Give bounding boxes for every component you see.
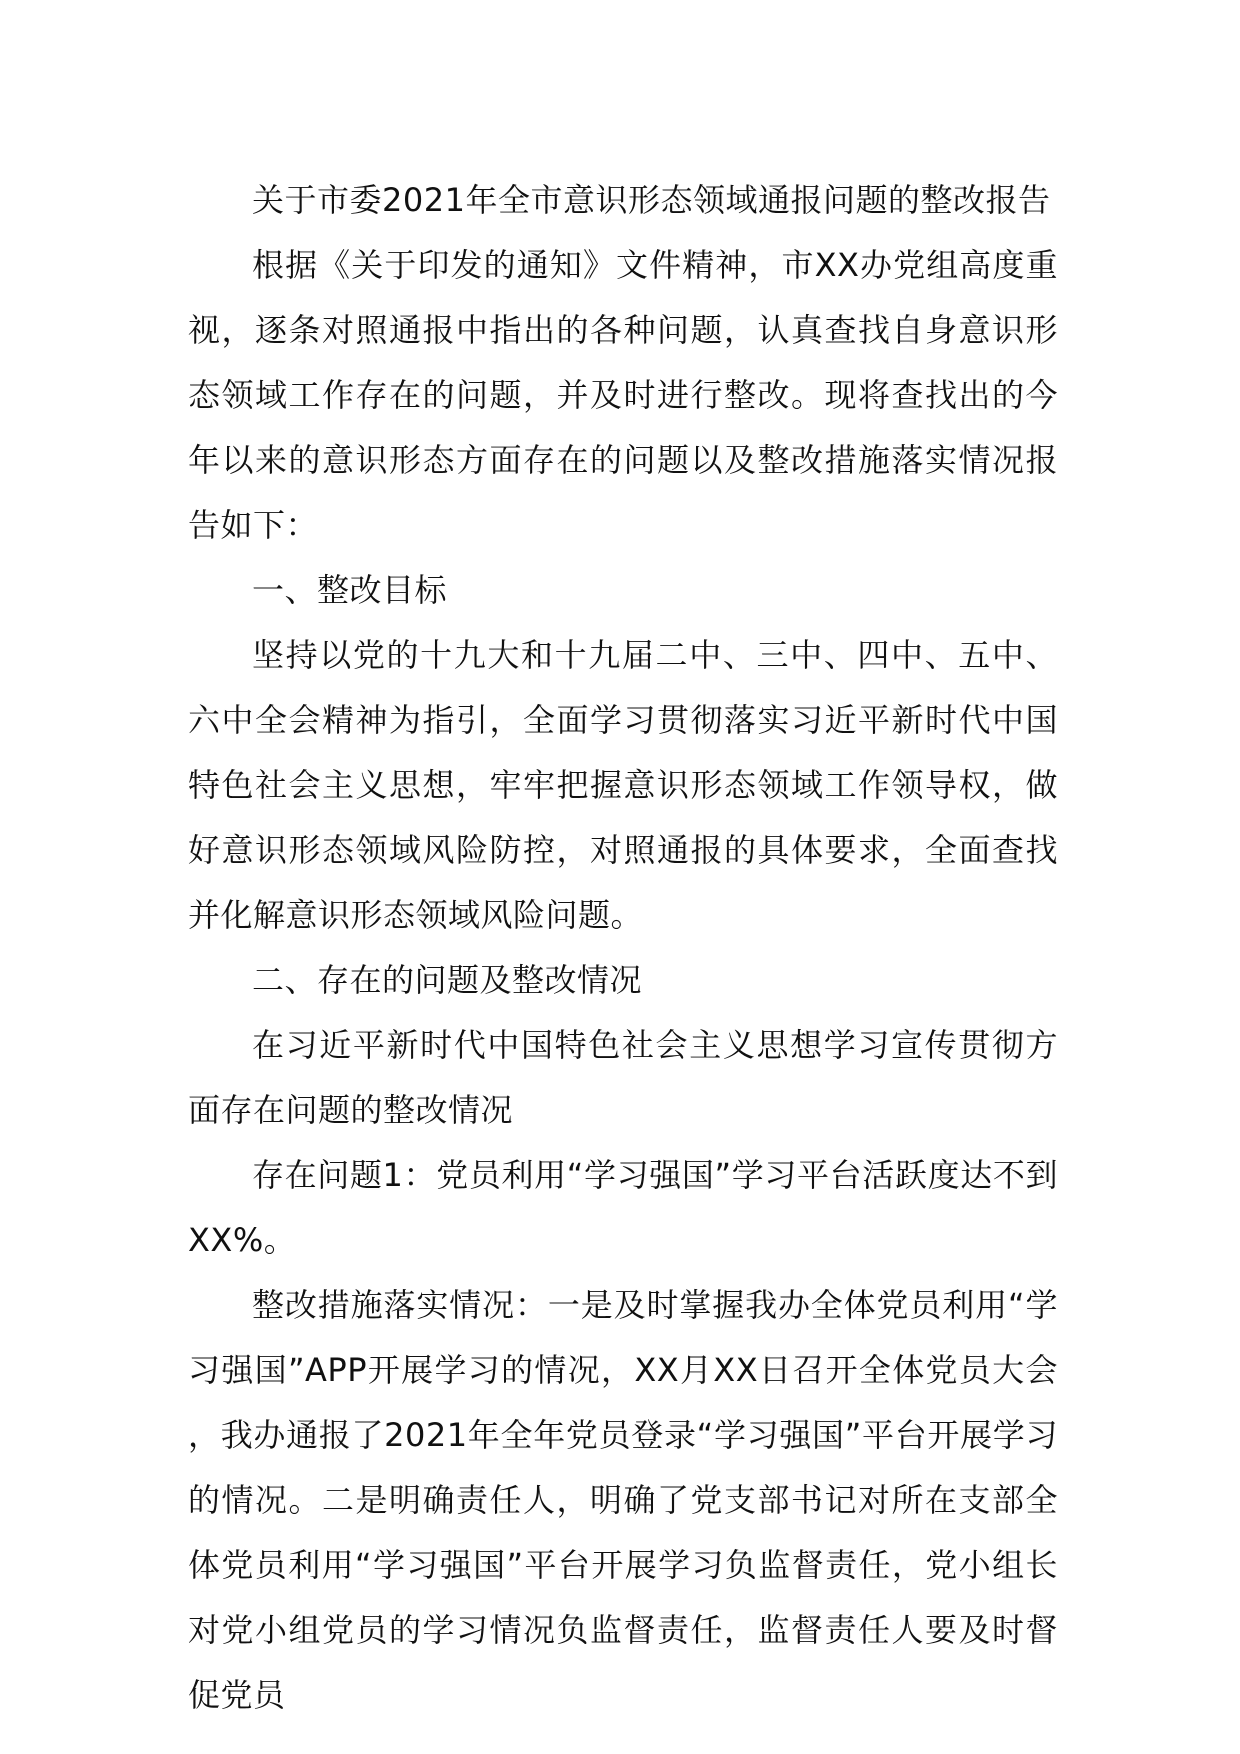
paragraph-problem-area: 在习近平新时代中国特色社会主义思想学习宣传贯彻方面存在问题的整改情况 [188, 1026, 1058, 1129]
paragraph-goals: 坚持以党的十九大和十九届二中、三中、四中、五中、六中全会精神为指引，全面学习贯彻落实习近平新时代中国特色社会主义思想，牢牢把握意识形态领域工作领导权，做好意识形态领域风险防控，对照通报的具体要求，全面查找并化解意识形态领域风险问题。 [188, 636, 1058, 934]
paragraph-intro: 根据《关于印发的通知》文件精神，市XX办党组高度重视，逐条对照通报中指出的各种问题，认真查找自身意识形态领域工作存在的问题，并及时进行整改。现将查找出的今年以来的意识形态方面存在的问题以及整改措施落实情况报告如下： [188, 246, 1058, 544]
section-heading-goals: 一、整改目标 [252, 571, 448, 609]
paragraph-problem-1: 存在问题1：党员利用“学习强国”学习平台活跃度达不到XX%。 [188, 1156, 1058, 1259]
document-body [188, 168, 1058, 1728]
section-heading-problems: 二、存在的问题及整改情况 [252, 961, 643, 999]
document-title: 关于市委2021年全市意识形态领域通报问题的整改报告 [252, 181, 1051, 219]
paragraph-rectification-measures: 整改措施落实情况：一是及时掌握我办全体党员利用“学习强国”APP开展学习的情况，XX月XX日召开全体党员大会，我办通报了2021年全年党员登录“学习强国”平台开展学习的情况。二是明确责任人，明确了党支部书记对所在支部全体党员利用“学习强国”平台开展学习负监督责任，党小组长对党小组党员的学习情况负监督责任，监督责任人要及时督促党员 [188, 1286, 1058, 1714]
